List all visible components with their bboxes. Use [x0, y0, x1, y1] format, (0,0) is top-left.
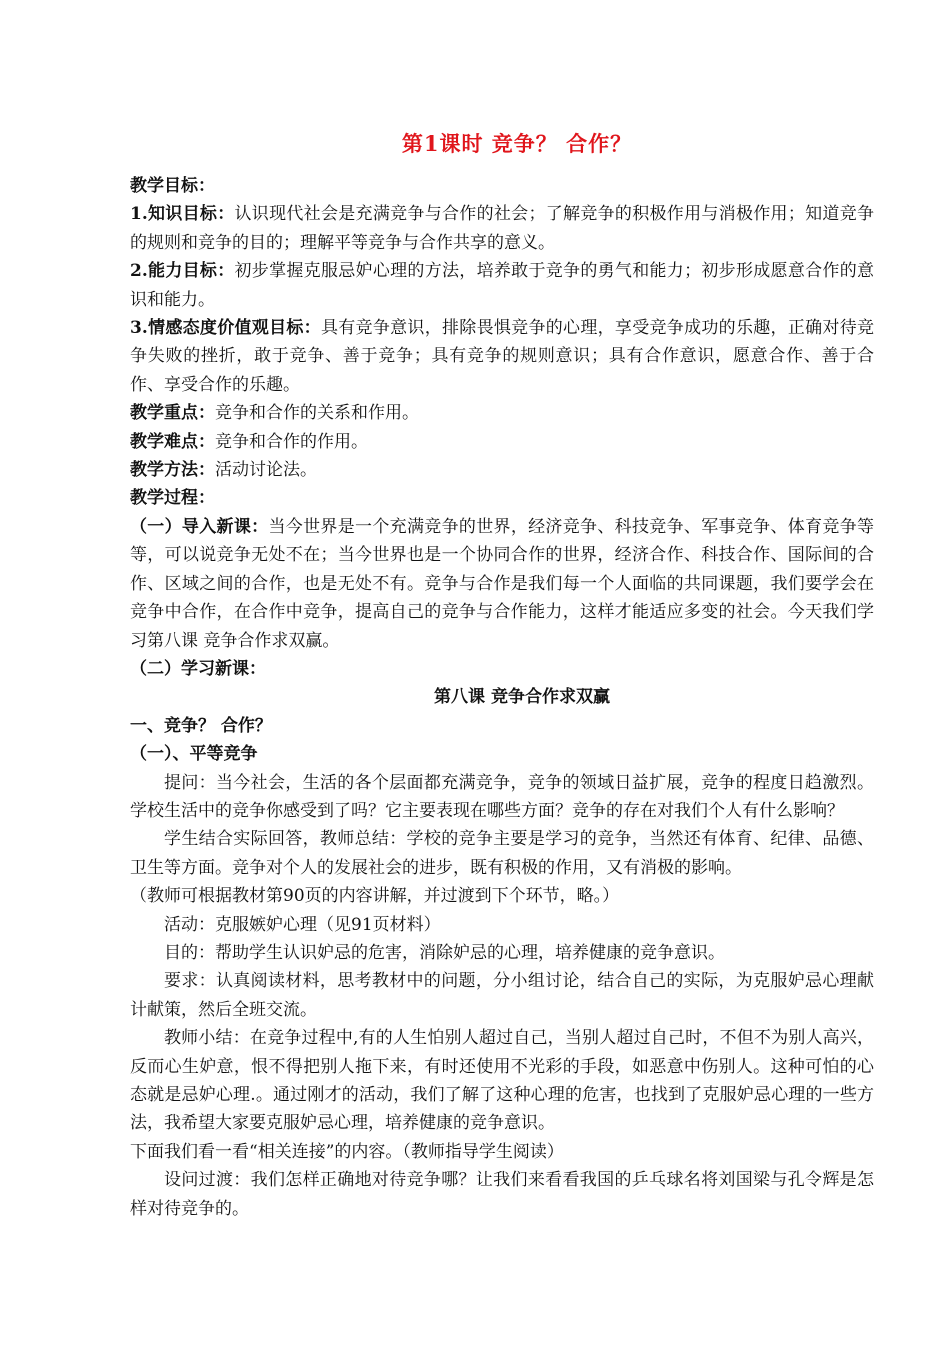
teaching-difficulty [130, 428, 874, 456]
teaching-method-text: 活动讨论法。 [215, 460, 317, 481]
teaching-key [130, 399, 874, 427]
teacher-note: （教师可根据教材第90页的内容讲解，并过渡到下个环节，略。） [130, 886, 620, 907]
goal-ability-text: 初步掌握克服忌妒心理的方法，培养敢于竞争的勇气和能力；初步形成愿意合作的意识和能力。 [130, 261, 874, 310]
goal-attitude-text: 具有竞争意识，排除畏惧竞争的心理，享受竞争成功的乐趣，正确对待竞争失败的挫折，敢于竞争、善于竞争；具有竞争的规则意识；具有合作意识，愿意合作、善于合作、享受合作的乐趣。 [130, 318, 875, 395]
goal-knowledge [130, 200, 874, 257]
process-heading: 教学过程： [130, 488, 215, 509]
goal-knowledge-label: 1.知识目标： [130, 204, 235, 225]
teaching-key-text: 竞争和合作的关系和作用。 [215, 403, 419, 424]
teaching-method-label: 教学方法： [130, 460, 215, 481]
goal-attitude [130, 314, 874, 399]
requirement-paragraph: 要求：认真阅读材料，思考教材中的问题，分小组讨论，结合自己的实际，为克服妒忌心理献计献策，然后全班交流。 [130, 971, 874, 1020]
document-page [130, 128, 874, 1223]
intro-paragraph [130, 513, 874, 655]
purpose-line: 目的：帮助学生认识妒忌的危害，消除妒忌的心理，培养健康的竞争意识。 [164, 942, 725, 963]
document-title: 第1课时 竞争？ 合作？ [401, 131, 633, 156]
section-heading: 一、竞争？ 合作？ [130, 715, 272, 736]
learn-heading: （二）学习新课： [130, 658, 266, 679]
teaching-difficulty-text: 竞争和合作的作用。 [215, 431, 368, 452]
summary-paragraph: 学生结合实际回答，教师总结：学校的竞争主要是学习的竞争，当然还有体育、纪律、品德、卫生等方面。竞争对个人的发展社会的进步，既有积极的作用，又有消极的影响。 [130, 829, 874, 878]
intro-text: 当今世界是一个充满竞争的世界，经济竞争、科技竞争、军事竞争、体育竞争等等，可以说竞争无处不在；当今世界也是一个协同合作的世界，经济合作、科技合作、国际间的合作、区域之间的合作，也是无处不有。竞争与合作是我们每一个人面临的共同课题，我们要学会在竞争中合作，在合作中竞争，提高自己的竞争与合作能力，这样才能适应多变的社会。今天我们学习第八课 竞争合作求双赢。 [130, 516, 875, 651]
goal-ability-label: 2.能力目标： [130, 261, 235, 282]
teaching-method [130, 456, 874, 484]
intro-label: （一）导入新课： [130, 516, 269, 537]
goal-attitude-label: 3.情感态度价值观目标： [130, 318, 321, 339]
teaching-difficulty-label: 教学难点： [130, 431, 215, 452]
goal-knowledge-text: 认识现代社会是充满竞争与合作的社会；了解竞争的积极作用与消极作用；知道竞争的规则和竞争的目的；理解平等竞争与合作共享的意义。 [130, 204, 874, 253]
subsection-heading: （一）、平等竞争 [130, 744, 258, 765]
related-link-line: 下面我们看一看“相关连接”的内容。（教师指导学生阅读） [130, 1141, 564, 1162]
goal-ability [130, 257, 874, 314]
teaching-key-label: 教学重点： [130, 403, 215, 424]
activity-line: 活动：克服嫉妒心理（见91页材料） [164, 914, 441, 935]
lesson-title: 第八课 竞争合作求双赢 [434, 687, 610, 708]
goals-heading: 教学目标： [130, 176, 215, 196]
question-paragraph: 提问：当今社会，生活的各个层面都充满竞争，竞争的领域日益扩展，竞争的程度日趋激烈。学校生活中的竞争你感受到了吗？它主要表现在哪些方面？竞争的存在对我们个人有什么影响？ [130, 772, 874, 821]
teacher-summary-paragraph: 教师小结：在竞争过程中,有的人生怕别人超过自己，当别人超过自己时，不但不为别人高兴，反而心生妒意，恨不得把别人拖下来，有时还使用不光彩的手段，如恶意中伤别人。这种可怕的心态就是忌妒心理.。通过刚才的活动，我们了解了这种心理的危害，也找到了克服妒忌心理的一些方法，我希望大家要克服妒忌心理，培养健康的竞争意识。 [130, 1028, 874, 1134]
transition-paragraph: 设问过渡：我们怎样正确地对待竞争哪？让我们来看看我国的乒乓球名将刘国梁与孔令辉是怎样对待竞争的。 [130, 1170, 874, 1219]
